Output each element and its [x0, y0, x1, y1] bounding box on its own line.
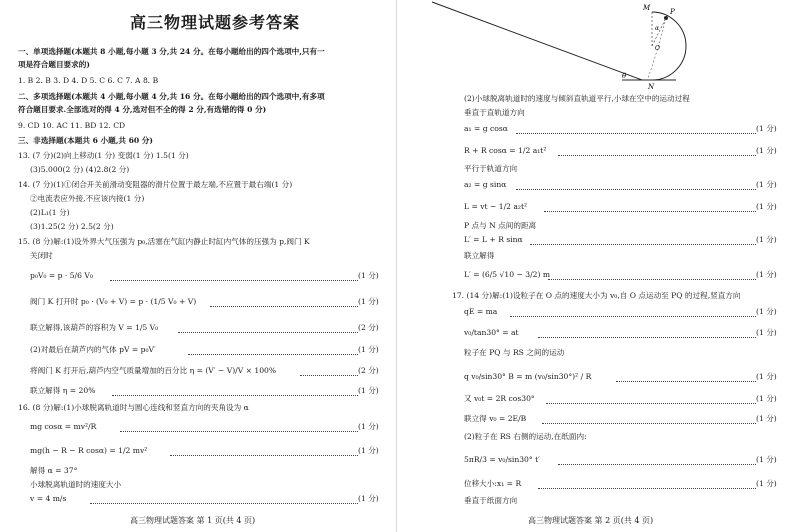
q16-line-1: 16. (8 分)解:(1)小球脱离轨道时与圆心连线和竖直方向的夹角设为 α: [18, 403, 249, 412]
score: (2 分): [358, 323, 379, 332]
q16-2-line-2: 垂直于直轨道方向: [464, 108, 525, 117]
q15-eq-1: p₀V₀ = p · 5/6 V₀: [30, 271, 93, 280]
q16-eq-3: 解得 α = 37°: [30, 466, 78, 475]
q13-line-1: 13. (7 分)(2)向上移动(1 分) 变弱(1 分) 1.5(1 分): [18, 151, 189, 160]
leader-dots: [542, 422, 756, 424]
q16-2-eq-5: L′ = L + R sinα: [464, 235, 523, 244]
q16-eq-1: mg cosα = mv²/R: [30, 422, 97, 431]
leader-dots: [112, 394, 358, 396]
label-p: P: [670, 8, 675, 16]
score: (1 分): [756, 180, 777, 189]
q15-line-1: 15. (8 分)解:(1)设外界大气压强为 p₀,活塞在气缸内静止时缸内气体的压强为 p,阀门 K: [18, 237, 310, 246]
incline-track: [432, 2, 642, 80]
score: (1 分): [358, 422, 379, 431]
leader-dots: [110, 279, 358, 281]
q17-line-4: 垂直于纸面方向: [464, 496, 518, 505]
label-m: M: [643, 4, 651, 12]
score: (1 分): [756, 394, 777, 403]
score: (1 分): [756, 146, 777, 155]
score: (1 分): [756, 479, 777, 488]
score: (1 分): [358, 297, 379, 306]
section-3-heading: 三、非选择题(本题共 6 小题,共 60 分): [18, 136, 153, 145]
q17-eq-1: qE = ma: [464, 307, 498, 316]
leader-dots: [538, 336, 756, 338]
leader-dots: [516, 188, 756, 190]
single-choice-answers: 1. B 2. B 3. D 4. D 5. C 6. C 7. A 8. B: [18, 76, 159, 85]
leader-dots: [546, 402, 756, 404]
left-page: [0, 0, 396, 532]
q17-eq-2: v₀/tan30° = at: [464, 328, 519, 337]
leader-dots: [188, 353, 358, 355]
leader-dots: [530, 243, 756, 245]
q16-2-line-4: P 点与 N 点间的距离: [464, 221, 537, 230]
q15-eq-6: 联立解得 η = 20%: [30, 386, 96, 395]
q14-line-2: ②电流表应外接,不应该内接(1 分): [30, 194, 145, 203]
label-n: N: [648, 83, 655, 90]
score: (1 分): [358, 494, 379, 503]
q17-eq-6: 5πR/3 = v₀/sin30° t′: [464, 455, 540, 464]
q17-line-1: 17. (14 分)解:(1)设粒子在 O 点的速度大小为 v₀,自 O 点运动至 PQ 的过程,竖直方向: [452, 291, 741, 300]
leader-dots: [510, 315, 756, 317]
q17-eq-4: 又 v₀t = 2R cos30°: [464, 394, 535, 403]
q16-2-line-5: 联立解得: [464, 251, 495, 260]
score: (1 分): [756, 235, 777, 244]
q17-eq-5: 联立得 v₀ = 2E/B: [464, 414, 527, 423]
q16-line-2: 小球脱离轨道时的速度大小: [30, 480, 122, 489]
q16-2-eq-3: a₂ = g sinα: [464, 180, 507, 189]
q17-eq-7: 位移大小:x₁ = R: [464, 479, 522, 488]
leader-dots: [558, 463, 756, 465]
score: (1 分): [358, 345, 379, 354]
score: (1 分): [756, 372, 777, 381]
leader-dots: [210, 305, 358, 307]
score: (1 分): [358, 386, 379, 395]
q13-line-2: (3)5.000(2 分) (4)2.8(2 分): [30, 165, 130, 174]
q15-eq-3: 联立解得,该葫芦的容积为 V = 1/5 V₀: [30, 323, 159, 332]
q14-line-4: (3)1.25(2 分) 2.5(2 分): [30, 222, 114, 231]
score: (1 分): [756, 202, 777, 211]
q15-eq-4: (2)对最后在葫芦内的气体 pV = p₀V′: [30, 345, 156, 354]
score: (1 分): [756, 124, 777, 133]
page-divider: [396, 0, 397, 532]
score: (2 分): [358, 366, 379, 375]
q16-eq-2: mg(h − R − R cosα) = 1/2 mv²: [30, 446, 148, 455]
q16-2-eq-6: L′ = (6/5 √10 − 3/2) m: [464, 270, 551, 279]
radius-line: [652, 18, 666, 46]
q17-line-2: 粒子在 PQ 与 RS 之间的运动: [464, 348, 565, 357]
section-2-heading: 二、多项选择题(本题共 4 小题,每小题 4 分,共 16 分。在每小题给出的四个选项中,有多项: [18, 92, 325, 101]
q15-eq-2: 阀门 K 打开时 p₀ · (V₀ + V) = p · (1/5 V₀ + V): [30, 297, 197, 306]
score: (1 分): [756, 414, 777, 423]
score: (1 分): [756, 328, 777, 337]
leader-dots: [538, 487, 756, 489]
q16-2-eq-4: L = vt − 1/2 a₂t²: [464, 202, 528, 211]
q17-eq-3: q v₀/sin30° B = m (v₀/sin30°)² / R: [464, 372, 592, 381]
score: (1 分): [358, 271, 379, 280]
score: (1 分): [756, 270, 777, 279]
multi-choice-answers: 9. CD 10. AC 11. BD 12. CD: [18, 121, 126, 130]
incline-loop-figure: [426, 0, 746, 90]
section-2-heading-cont: 符合题目要求.全部选对的得 4 分,选对但不全的得 2 分,有选错的得 0 分): [18, 105, 267, 114]
score: (1 分): [756, 455, 777, 464]
document-title: 高三物理试题参考答案: [130, 13, 301, 32]
right-page: [398, 0, 794, 532]
leader-dots: [544, 210, 756, 212]
page-footer: 高三物理试题答案 第 2 页(共 4 页): [528, 516, 654, 525]
leader-dots: [558, 154, 756, 156]
leader-dots: [178, 331, 358, 333]
q16-eq-4: v = 4 m/s: [30, 494, 67, 503]
q15-line-2: 关闭时: [30, 251, 53, 260]
leader-dots: [300, 374, 358, 376]
q16-2-line-3: 平行于轨道方向: [464, 164, 518, 173]
score: (1 分): [358, 446, 379, 455]
label-alpha: α: [655, 25, 660, 32]
leader-dots: [90, 502, 358, 504]
q17-line-3: (2)粒子在 RS 右侧的运动,在纸面内:: [464, 432, 587, 441]
q14-line-1: 14. (7 分)(1)①闭合开关前滑动变阻器的滑片位置于最左端,不应置于最右端(1 分): [18, 180, 293, 189]
label-o: O: [655, 45, 660, 52]
leader-dots: [170, 454, 358, 456]
score: (1 分): [756, 307, 777, 316]
leader-dots: [616, 380, 756, 382]
q16-2-eq-1: a₁ = g cosα: [464, 124, 508, 133]
q14-line-3: (2)L₁(1 分): [30, 208, 70, 217]
leader-dots: [120, 430, 358, 432]
leader-dots: [548, 278, 756, 280]
q15-eq-5: 将阀门 K 打开后,葫芦内空气质量增加的百分比 η = (V′ − V)/V × 100%: [30, 366, 277, 375]
q16-2-eq-2: R + R cosα = 1/2 a₁t²: [464, 146, 547, 155]
leader-dots: [516, 132, 756, 134]
section-1-heading-cont: 项是符合题目要求的): [18, 60, 90, 69]
label-theta: θ: [622, 72, 627, 80]
q16-2-line-1: (2)小球脱离轨道时的速度与倾斜直轨道平行,小球在空中的运动过程: [464, 94, 690, 103]
page-footer: 高三物理试题答案 第 1 页(共 4 页): [130, 516, 256, 525]
section-1-heading: 一、单项选择题(本题共 8 小题,每小题 3 分,共 24 分。在每小题给出的四个选项中,只有一: [18, 47, 325, 56]
